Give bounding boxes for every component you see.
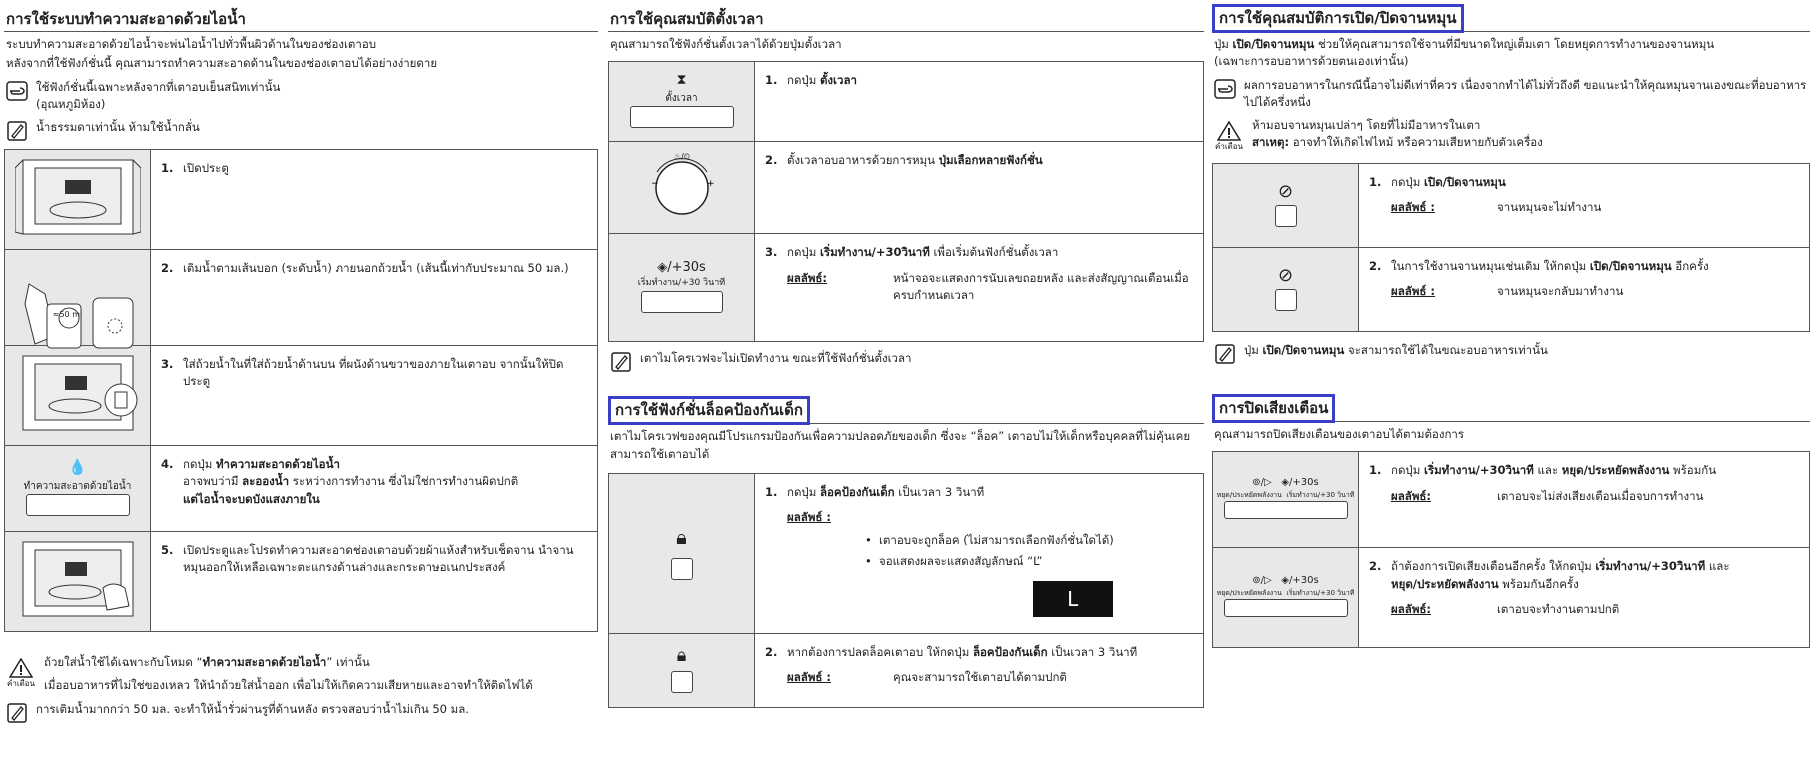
- steam-clean-steps: [4, 149, 598, 632]
- step-illustration: [5, 446, 151, 532]
- lcd-display: L: [1033, 581, 1113, 617]
- steam-drop-icon: 💧: [68, 458, 87, 477]
- open-oven-icon: [15, 154, 141, 240]
- warning-note: [1212, 117, 1810, 157]
- step-text: ตั้งเวลาอบอาหารด้วยการหมุน: [787, 153, 939, 168]
- timer-button-area: [609, 62, 755, 142]
- child-lock-button[interactable]: [671, 671, 693, 693]
- table-row: [5, 532, 598, 632]
- list-item: • เตาอบจะถูกล็อค (ไม่สามารถเลือกฟังก์ชั่นใดได้): [865, 532, 1193, 549]
- table-row: [5, 150, 598, 250]
- warning-text-line2: เมื่ออบอาหารที่ไม่ใช่ของเหลว ให้นำถ้วยใส่น้ำออก เพื่อไม่ให้เกิดความเสียหายและอาจทำให้ติดไฟได้: [44, 678, 533, 693]
- memo-icon: [608, 350, 634, 374]
- hand-note: [1212, 77, 1810, 112]
- turntable-button[interactable]: [1275, 289, 1297, 311]
- step-text-bold: เริ่มทำงาน/+30วินาที: [819, 245, 930, 260]
- lock-result-list: [865, 532, 1193, 570]
- table-row: [5, 250, 598, 346]
- timer-title: การใช้คุณสมบัติตั้งเวลา: [608, 6, 1204, 32]
- step-text: ในการใช้งานจานหมุนเช่นเดิม ให้กดปุ่ม: [1391, 259, 1590, 273]
- step-text: กดปุ่ม: [787, 73, 820, 88]
- svg-text:+: +: [706, 179, 715, 190]
- step-text: และ: [1533, 463, 1562, 478]
- turntable-off-icon: ⊘: [1277, 265, 1294, 287]
- result-label: ผลลัพธ์:: [1391, 488, 1432, 503]
- turntable-title-text: การใช้คุณสมบัติการเปิด/ปิดจานหมุน: [1212, 4, 1464, 33]
- step-number: 3.: [765, 245, 778, 260]
- step-text-bold: ล็อคป้องกันเด็ก: [819, 484, 895, 499]
- plus30-label: /+30s: [1289, 477, 1319, 489]
- stop-icon: ⊚/▷: [1252, 477, 1272, 489]
- warning-label: คำเตือน: [6, 679, 36, 688]
- step-text-bold: หยุด/ประหยัดพลังงาน: [1391, 576, 1499, 591]
- steam-clean-button-label: ทำความสะอาดด้วยไอน้ำ: [23, 480, 132, 492]
- table-row: [5, 446, 598, 532]
- timer-column: [608, 0, 1204, 708]
- step-text: อาจพบว่ามี: [183, 474, 243, 489]
- list-item: • จอแสดงผลจะแสดงสัญลักษณ์ “L”: [865, 553, 1193, 570]
- step-illustration: [5, 150, 151, 250]
- plus30-label: /+30s: [1289, 575, 1319, 587]
- memo-note: [4, 119, 598, 143]
- step-text: หากต้องการปลดล็อคเตาอบ ให้กดปุ่ม: [787, 644, 973, 659]
- turntable-memo-note: [1212, 342, 1810, 366]
- result-label: ผลลัพธ์ :: [1391, 200, 1436, 215]
- step-text: เป็นเวลา 3 วินาที: [894, 484, 985, 499]
- start-plus30-button[interactable]: [641, 291, 723, 313]
- step-text: กดปุ่ม: [183, 457, 216, 471]
- steam-clean-intro-2: หลังจากที่ใช้ฟังก์ชั่นนี้ คุณสามารถทำความสะอาดด้านในของช่องเตาอบได้อย่างง่ายดาย: [6, 56, 438, 71]
- turntable-column: [1212, 0, 1810, 648]
- child-lock-title-text: การใช้ฟังก์ชั่นล็อคป้องกันเด็ก: [608, 396, 810, 425]
- water-level-label: ≈50 ml: [52, 310, 83, 320]
- step-text: เปิดประตู: [183, 161, 229, 175]
- step-number: 1.: [765, 73, 778, 88]
- child-lock-steps: [608, 473, 1204, 708]
- padlock-icon: 🔒︎: [676, 524, 687, 549]
- child-lock-button[interactable]: [671, 558, 693, 580]
- step-number: 2.: [161, 261, 174, 275]
- step-text-bold: เปิด/ปิดจานหมุน: [1423, 175, 1506, 189]
- memo-icon: [4, 119, 30, 143]
- memo-text: จะสามารถใช้ได้ในขณะอบอาหารเท่านั้น: [1344, 343, 1548, 357]
- result-text: จานหมุนจะกลับมาทำงาน: [1497, 284, 1624, 299]
- step-text-bold: เริ่มทำงาน/+30วินาที: [1595, 559, 1706, 574]
- step-text: เปิดประตูและโปรดทำความสะอาดช่องเตาอบด้วยผ้าแห้งสำหรับเช็ดจาน นำจานหมุนออกให้เหลือเฉพาะตะแกรงด้านล่างและกระดาษอเนกประสงค์: [183, 543, 574, 575]
- warning-text: ” เท่านั้น: [326, 655, 370, 669]
- step-number: 4.: [161, 457, 174, 471]
- pointing-hand-icon: [1212, 77, 1238, 101]
- step-text: ระหว่างการทำงาน ซึ่งไม่ใช่การทำงานผิดปกติ: [289, 474, 519, 489]
- step-number: 1.: [1369, 175, 1382, 189]
- memo-text-bold: เปิด/ปิดจานหมุน: [1262, 343, 1345, 357]
- result-label: ผลลัพธ์:: [787, 270, 828, 285]
- table-row: [609, 234, 1204, 342]
- child-lock-title: [608, 394, 1204, 424]
- wipe-oven-icon: [15, 536, 141, 622]
- step-text: พร้อมกันอีกครั้ง: [1498, 576, 1579, 591]
- step-text-bold: หยุด/ประหยัดพลังงาน: [1561, 463, 1670, 478]
- hourglass-icon: ⧗: [676, 72, 687, 89]
- step-illustration: [5, 250, 151, 346]
- step-text-bold: เริ่มทำงาน/+30วินาที: [1423, 463, 1534, 478]
- table-row: [609, 633, 1204, 707]
- step-text-bold: ตั้งเวลา: [819, 73, 857, 88]
- sound-off-steps: [1212, 451, 1810, 648]
- bottom-memo-note: [4, 701, 598, 725]
- turntable-title: [1212, 2, 1810, 32]
- dial-area: [609, 142, 755, 234]
- start-button-label: เริ่มทำงาน/+30 วินาที: [1286, 491, 1355, 500]
- turntable-intro-2: (เฉพาะการอบอาหารด้วยตนเองเท่านั้น): [1214, 54, 1409, 69]
- start-diamond-icon: ◈: [1281, 477, 1289, 489]
- step-text: เพื่อเริ่มต้นฟังก์ชั่นตั้งเวลา: [929, 245, 1059, 260]
- lock-button-area: [609, 473, 755, 633]
- table-row: [1213, 164, 1810, 248]
- memo-icon: [4, 701, 30, 725]
- sound-off-title: [1212, 392, 1810, 422]
- multi-function-dial-icon[interactable]: [647, 150, 717, 220]
- turntable-intro: ปุ่ม: [1214, 37, 1233, 51]
- step-text-bold: ทำความสะอาดด้วยไอน้ำ: [215, 457, 340, 471]
- result-label: ผลลัพธ์ :: [787, 510, 832, 524]
- step-number: 1.: [161, 161, 174, 175]
- table-row: [609, 142, 1204, 234]
- turntable-intro: ช่วยให้คุณสามารถใช้จานที่มีขนาดใหญ่เต็มเตา โดยหยุดการทำงานของจานหมุน: [1314, 37, 1715, 51]
- hand-note-line1: ใช้ฟังก์ชั่นนี้เฉพาะหลังจากที่เตาอบเย็นสนิทเท่านั้น: [36, 79, 281, 94]
- table-row: [1213, 452, 1810, 548]
- warning-icon: [4, 654, 38, 694]
- stop-icon: ⊚/▷: [1252, 575, 1272, 587]
- start-button-label: เริ่มทำงาน/+30 วินาที: [1286, 589, 1355, 598]
- step-text-bold: ละอองน้ำ: [242, 474, 290, 489]
- padlock-icon: 🔒︎: [676, 645, 687, 667]
- timer-button[interactable]: [630, 106, 734, 128]
- table-row: [1213, 248, 1810, 332]
- warning-text: อาจทำให้เกิดไฟไหม้ หรือความเสียหายกับตัวเครื่อง: [1289, 135, 1543, 150]
- hand-note-line2: (อุณหภูมิห้อง): [36, 96, 106, 111]
- stop-button-label: หยุด/ประหยัดพลังงาน: [1216, 491, 1282, 500]
- start-diamond-icon: ◈: [1281, 575, 1289, 587]
- steam-clean-intro-1: ระบบทำความสะอาดด้วยไอน้ำจะพ่นไอน้ำไปทั่วพื้นผิวด้านในของช่องเตาอบ: [6, 37, 377, 51]
- hand-note-text: ผลการอบอาหารในกรณีนี้อาจไม่ดีเท่าที่ควร เนื่องจากทำได้ไม่ทั่วถึงดี ขอแนะนำให้คุณหมุนจานเองขณะที่อบอาหารไปได้ครึ่งหนึ่ง: [1244, 77, 1807, 109]
- sound-buttons-area: [1213, 452, 1359, 548]
- result-label: ผลลัพธ์ :: [787, 670, 832, 684]
- warning-note: [4, 654, 598, 695]
- steam-clean-button[interactable]: [26, 494, 130, 516]
- svg-text:♨/⏲: ♨/⏲: [673, 152, 690, 162]
- warning-text: ห้ามอบจานหมุนเปล่าๆ โดยที่ไม่มีอาหารในเตา: [1252, 118, 1481, 132]
- sound-off-title-text: การปิดเสียงเตือน: [1212, 394, 1335, 423]
- step-number: 5.: [161, 543, 174, 557]
- warning-text: ถ้วยใส่น้ำใช้ได้เฉพาะกับโหมด “: [44, 655, 203, 669]
- result-text: เตาอบจะทำงานตามปกติ: [1497, 601, 1620, 616]
- stop-button-label: หยุด/ประหยัดพลังงาน: [1216, 589, 1282, 598]
- step-number: 3.: [161, 357, 174, 371]
- turntable-button-area: [1213, 164, 1359, 248]
- timer-memo-text: เตาไมโครเวฟจะไม่เปิดทำงาน ขณะที่ใช้ฟังก์ชั่นตั้งเวลา: [640, 351, 912, 366]
- warning-text-bold: สาเหตุ:: [1252, 135, 1290, 150]
- steam-clean-title: การใช้ระบบทำความสะอาดด้วยไอน้ำ: [4, 6, 598, 32]
- result-text: หน้าจอจะแสดงการนับเลขถอยหลัง และส่งสัญญาณเตือนเมื่อครบกำหนดเวลา: [893, 270, 1189, 302]
- step-text-bold: เปิด/ปิดจานหมุน: [1589, 259, 1672, 273]
- step-number: 1.: [1369, 463, 1382, 478]
- timer-memo-note: [608, 350, 1204, 374]
- sound-buttons-area: [1213, 548, 1359, 648]
- insert-cup-icon: [15, 350, 141, 436]
- step-number: 1.: [765, 484, 778, 499]
- svg-text:−: −: [650, 179, 659, 190]
- result-text: เตาอบจะไม่ส่งเสียงเตือนเมื่อจบการทำงาน: [1497, 488, 1704, 503]
- step-text: พร้อมกัน: [1669, 463, 1717, 478]
- timer-button-label: ตั้งเวลา: [665, 93, 698, 105]
- start-diamond-icon: ◈: [657, 259, 668, 275]
- step-illustration: [5, 532, 151, 632]
- turntable-off-icon: ⊘: [1277, 181, 1294, 203]
- turntable-intro-bold: เปิด/ปิดจานหมุน: [1232, 37, 1315, 51]
- warning-label: คำเตือน: [1214, 142, 1244, 151]
- step-number: 2.: [765, 644, 778, 659]
- stop-start-buttons[interactable]: [1224, 501, 1348, 519]
- warning-text-bold: ทำความสะอาดด้วยไอน้ำ: [202, 655, 327, 669]
- turntable-button-area: [1213, 248, 1359, 332]
- sound-off-intro: คุณสามารถปิดเสียงเตือนของเตาอบได้ตามต้องการ: [1214, 427, 1465, 441]
- step-number: 2.: [1369, 259, 1382, 273]
- steam-clean-column: [4, 0, 598, 731]
- result-text: จานหมุนจะไม่ทำงาน: [1497, 200, 1602, 215]
- start-button-label: เริ่มทำงาน/+30 วินาที: [637, 278, 726, 289]
- step-text: เติมน้ำตามเส้นบอก (ระดับน้ำ) ภายนอกถ้วยน้ำ (เส้นนี้เท่ากับประมาณ 50 มล.): [183, 261, 569, 275]
- turntable-steps: [1212, 163, 1810, 332]
- result-text: คุณจะสามารถใช้เตาอบได้ตามปกติ: [893, 670, 1067, 684]
- start-button-top-label: /+30s: [667, 259, 706, 275]
- step-text: กดปุ่ม: [787, 484, 820, 499]
- memo-icon: [1212, 342, 1238, 366]
- step-text: กดปุ่ม: [1391, 463, 1424, 478]
- step-text-bold: แต่ไอน้ำจะบดบังแสงภายใน: [183, 491, 320, 506]
- lock-button-area: [609, 633, 755, 707]
- step-text: กดปุ่ม: [787, 245, 820, 260]
- step-text: กดปุ่ม: [1391, 175, 1424, 189]
- child-lock-intro: เตาไมโครเวฟของคุณมีโปรแกรมป้องกันเพื่อความปลอดภัยของเด็ก ซึ่งจะ “ล็อค” เตาอบไม่ให้เด็กหรือบุคคลที่ไม่คุ้นเคยสามารถใช้เตาอบได้: [610, 429, 1191, 461]
- result-label: ผลลัพธ์ :: [1391, 284, 1436, 299]
- step-text: ถ้าต้องการเปิดเสียงเตือนอีกครั้ง ให้กดปุ่ม: [1391, 559, 1596, 574]
- pointing-hand-icon: [4, 79, 30, 103]
- turntable-button[interactable]: [1275, 205, 1297, 227]
- step-text: เป็นเวลา 3 วินาที: [1047, 644, 1138, 659]
- step-text: และ: [1705, 559, 1730, 574]
- timer-intro: คุณสามารถใช้ฟังก์ชั่นตั้งเวลาได้ด้วยปุ่มตั้งเวลา: [610, 37, 842, 51]
- table-row: [609, 473, 1204, 633]
- stop-start-buttons[interactable]: [1224, 599, 1348, 617]
- timer-steps: [608, 61, 1204, 342]
- bottom-memo-text: การเติมน้ำมากกว่า 50 มล. จะทำให้น้ำรั่วผ่านรูที่ด้านหลัง ตรวจสอบว่าน้ำไม่เกิน 50 มล.: [36, 701, 469, 716]
- memo-text: ปุ่ม: [1244, 343, 1263, 357]
- memo-note-text: น้ำธรรมดาเท่านั้น ห้ามใช้น้ำกลั่น: [36, 120, 200, 134]
- step-number: 2.: [765, 153, 778, 168]
- step-text-bold: ล็อคป้องกันเด็ก: [972, 644, 1048, 659]
- result-label: ผลลัพธ์:: [1391, 601, 1432, 616]
- step-text: อีกครั้ง: [1671, 259, 1709, 273]
- start-button-area: [609, 234, 755, 342]
- step-number: 2.: [1369, 559, 1382, 574]
- warning-icon: [1212, 117, 1246, 157]
- hand-note: [4, 79, 598, 114]
- table-row: [1213, 548, 1810, 648]
- table-row: [609, 62, 1204, 142]
- step-text-bold: ปุ่มเลือกหลายฟังก์ชั่น: [938, 153, 1043, 168]
- step-text: ใส่ถ้วยน้ำในที่ใส่ถ้วยน้ำด้านบน ที่ผนังด้านขวาของภายในเตาอบ จากนั้นให้ปิดประตู: [183, 357, 564, 389]
- step-illustration: [5, 346, 151, 446]
- table-row: [5, 346, 598, 446]
